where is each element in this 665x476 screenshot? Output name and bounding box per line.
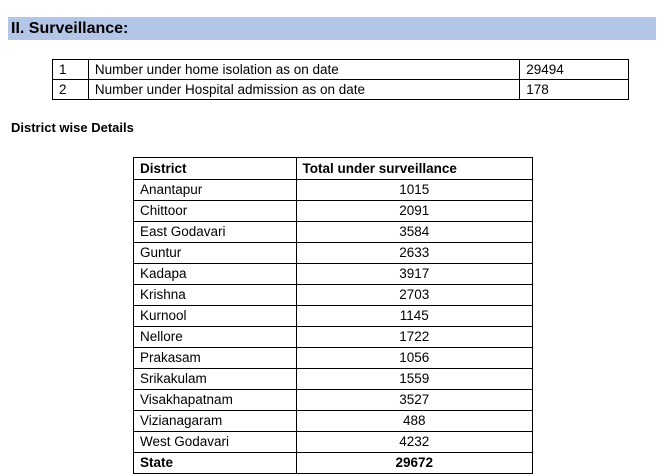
table-row [53,60,629,80]
district-total: 2091 [296,201,532,222]
column-header-total: Total under surveillance [296,158,532,180]
district-total: 1015 [296,180,532,201]
table-row [134,411,533,432]
district-name: Srikakulam [134,369,297,390]
table-header-row [134,158,533,180]
district-total: 3917 [296,264,532,285]
district-name: Krishna [134,285,297,306]
district-name: Kurnool [134,306,297,327]
district-total: 1722 [296,327,532,348]
row-label: Number under Hospital admission as on date [88,80,519,100]
district-name: Kadapa [134,264,297,285]
district-name: Anantapur [134,180,297,201]
table-row [134,222,533,243]
district-total: 1145 [296,306,532,327]
district-total: 3584 [296,222,532,243]
district-name: East Godavari [134,222,297,243]
district-name: Nellore [134,327,297,348]
table-row [134,390,533,411]
table-row [134,432,533,453]
row-number: 1 [53,60,89,80]
state-label: State [134,453,297,474]
summary-table [52,59,629,100]
district-total: 1056 [296,348,532,369]
district-name: Chittoor [134,201,297,222]
table-row [134,327,533,348]
district-name: Guntur [134,243,297,264]
table-row [134,180,533,201]
district-heading: District wise Details [11,120,134,135]
district-name: Vizianagaram [134,411,297,432]
table-row [134,243,533,264]
table-row [134,306,533,327]
column-header-district: District [134,158,297,180]
row-number: 2 [53,80,89,100]
district-total: 2703 [296,285,532,306]
table-row [134,369,533,390]
district-total: 488 [296,411,532,432]
district-total: 2633 [296,243,532,264]
section-title: II. Surveillance: [8,17,656,40]
table-row [53,80,629,100]
table-row [134,201,533,222]
table-row [134,264,533,285]
table-row [134,285,533,306]
district-table [133,157,533,474]
state-total-row [134,453,533,474]
state-total: 29672 [296,453,532,474]
district-total: 1559 [296,369,532,390]
row-value: 29494 [520,60,629,80]
district-name: Prakasam [134,348,297,369]
row-label: Number under home isolation as on date [88,60,519,80]
row-value: 178 [520,80,629,100]
district-name: Visakhapatnam [134,390,297,411]
district-total: 3527 [296,390,532,411]
table-row [134,348,533,369]
district-name: West Godavari [134,432,297,453]
district-total: 4232 [296,432,532,453]
